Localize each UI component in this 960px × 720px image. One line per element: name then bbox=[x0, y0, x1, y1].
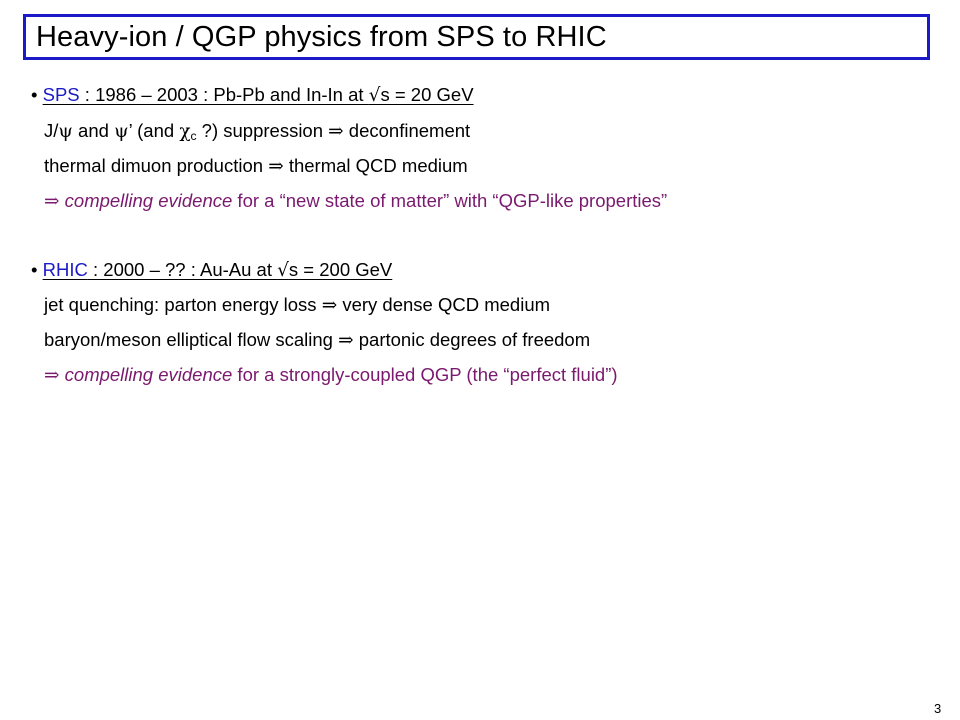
sps-conclusion-text bbox=[60, 190, 668, 211]
and-text: and bbox=[72, 120, 115, 141]
sps-heading-text bbox=[43, 84, 474, 105]
rhic-conclusion-rest: for a strongly-coupled QGP (the “perfect fluid”) bbox=[232, 364, 618, 385]
psi-symbol: ψ bbox=[58, 121, 73, 142]
compelling-evidence-emphasis: compelling evidence bbox=[59, 190, 233, 211]
jpsi-prefix: J/ bbox=[44, 120, 59, 141]
rhic-conclusion-text bbox=[60, 364, 618, 385]
thermal-medium-text: thermal QCD medium bbox=[283, 155, 468, 176]
compelling-evidence-emphasis: compelling evidence bbox=[59, 364, 233, 385]
implies-arrow: ⇒ bbox=[321, 295, 338, 316]
chi-subscript: c bbox=[190, 129, 197, 143]
dense-medium-text: very dense QCD medium bbox=[337, 294, 551, 315]
sps-period: : 1986 – 2003 : Pb-Pb and In-In at bbox=[79, 84, 369, 105]
dimuon-text: thermal dimuon production bbox=[44, 155, 269, 176]
implies-arrow: ⇒ bbox=[44, 365, 60, 386]
rhic-jet-quenching-line bbox=[44, 294, 550, 317]
bullet-dot: • bbox=[31, 84, 38, 105]
sps-dimuon-line bbox=[44, 155, 468, 178]
rhic-period: : 2000 – ?? : Au-Au at bbox=[87, 259, 278, 280]
deconfinement-text: deconfinement bbox=[343, 120, 471, 141]
and-chi-text: ’ (and bbox=[128, 120, 180, 141]
jet-quenching-text: jet quenching: parton energy loss bbox=[44, 294, 322, 315]
rhic-conclusion-line bbox=[44, 364, 618, 387]
sqrt-symbol: √ bbox=[277, 260, 289, 281]
rhic-facility-name: RHIC bbox=[42, 259, 88, 280]
rhic-heading-text bbox=[43, 259, 393, 280]
sps-conclusion-rest: for a “new state of matter” with “QGP-like properties” bbox=[232, 190, 668, 211]
implies-arrow: ⇒ bbox=[44, 191, 60, 212]
rhic-flow-line bbox=[44, 329, 590, 352]
chi-symbol: χ bbox=[179, 121, 191, 142]
sps-conclusion-line bbox=[44, 190, 667, 213]
rhic-energy: s = 200 GeV bbox=[288, 259, 393, 280]
sps-suppression-line bbox=[44, 120, 470, 147]
psi-prime-symbol: ψ bbox=[114, 121, 129, 142]
title-frame bbox=[23, 14, 930, 60]
bullet-dot: • bbox=[31, 259, 38, 280]
sqrt-symbol: √ bbox=[368, 85, 381, 106]
partonic-dof-text: partonic degrees of freedom bbox=[353, 329, 591, 350]
rhic-heading bbox=[31, 259, 392, 282]
sps-facility-name: SPS bbox=[42, 84, 80, 105]
sps-heading bbox=[31, 84, 474, 107]
implies-arrow: ⇒ bbox=[268, 156, 284, 177]
flow-scaling-text: baryon/meson elliptical flow scaling bbox=[44, 329, 339, 350]
implies-arrow: ⇒ bbox=[338, 330, 354, 351]
implies-arrow: ⇒ bbox=[328, 121, 344, 142]
slide-title: Heavy-ion / QGP physics from SPS to RHIC bbox=[36, 20, 607, 53]
page-number: 3 bbox=[934, 701, 942, 716]
sps-energy: s = 20 GeV bbox=[380, 84, 474, 105]
suppression-text: ?) suppression bbox=[196, 120, 329, 141]
